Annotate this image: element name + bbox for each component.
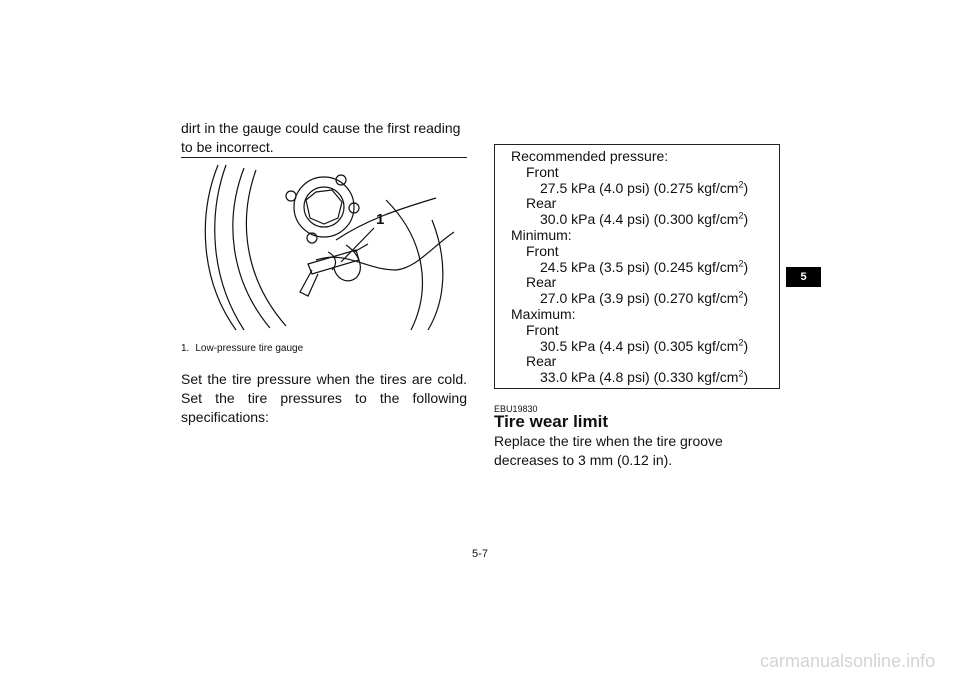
max-front-label: Front: [526, 321, 559, 338]
intro-paragraph: dirt in the gauge could cause the first reading to be incorrect.: [181, 120, 461, 155]
watermark: carmanualsonline.info: [760, 651, 936, 671]
pressure-spec-box: [494, 144, 780, 389]
min-front-label: Front: [526, 242, 559, 259]
section-heading: Tire wear limit: [494, 412, 609, 431]
min-rear-label: Rear: [526, 274, 557, 291]
rec-rear-value: 30.0 kPa (4.4 psi) (0.300 kgf/$cm^2$): [540, 210, 749, 228]
spec-title: Recommended pressure:: [511, 148, 669, 164]
section-code: EBU19830: [494, 404, 538, 414]
tire-gauge-illustration: [196, 160, 458, 332]
figure-caption: [181, 343, 303, 354]
caption-number: 1.: [181, 343, 190, 354]
max-front-value: 30.5 kPa (4.4 psi) (0.305 kgf/$cm^2$): [540, 336, 749, 354]
figure-callout-number: 1: [376, 211, 385, 228]
tire-wear-paragraph: Replace the tire when the tire groove decreases to 3 mm (0.12 in).: [494, 433, 723, 468]
rec-rear-label: Rear: [526, 195, 557, 212]
max-label: Maximum:: [511, 305, 576, 322]
chapter-tab: 5: [786, 267, 821, 287]
min-rear-value: 27.0 kPa (3.9 psi) (0.270 kgf/$cm^2$): [540, 289, 749, 307]
caption-text: Low-pressure tire gauge: [195, 343, 304, 354]
page-number: 5-7: [472, 548, 488, 560]
rec-front-label: Front: [526, 163, 559, 180]
max-rear-value: 33.0 kPa (4.8 psi) (0.330 kgf/$cm^2$): [540, 368, 749, 386]
max-rear-label: Rear: [526, 353, 557, 370]
min-front-value: 24.5 kPa (3.5 psi) (0.245 kgf/$cm^2$): [540, 257, 749, 275]
section-divider: [181, 157, 467, 158]
set-pressure-paragraph: Set the tire pressure when the tires are cold. Set the tire pressures to the following specifications:: [181, 371, 467, 425]
rec-front-value: 27.5 kPa (4.0 psi) (0.275 kgf/$cm^2$): [540, 178, 749, 196]
min-label: Minimum:: [511, 226, 572, 243]
